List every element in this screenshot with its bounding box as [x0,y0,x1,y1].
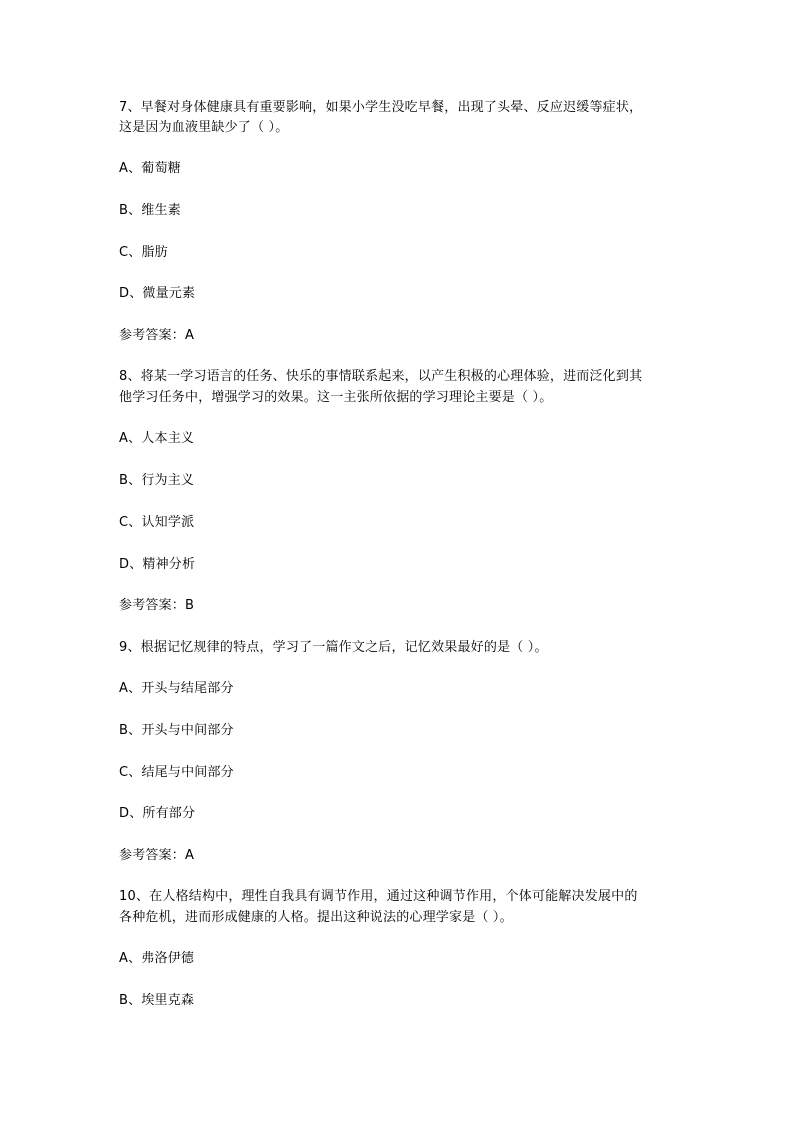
question-7-stem-line-2: 这是因为血液里缺少了（ ）。 [119,120,289,135]
question-8-stem-line-2: 他学习任务中，增强学习的效果。这一主张所依据的学习理论主要是（ ）。 [119,390,553,405]
question-7-stem-line-1: 7、早餐对身体健康具有重要影响，如果小学生没吃早餐，出现了头晕、反应迟缓等症状， [119,100,643,115]
question-8-option-b: B、行为主义 [119,473,195,488]
question-7-answer: 参考答案：A [119,328,195,343]
question-10-stem-line-1: 10、在人格结构中，理性自我具有调节作用，通过这种调节作用，个体可能解决发展中的 [119,889,638,904]
question-7-option-a: A、葡萄糖 [119,161,181,176]
question-9-option-d: D、所有部分 [119,806,196,821]
question-9-stem-line-1: 9、根据记忆规律的特点，学习了一篇作文之后，记忆效果最好的是（ ）。 [119,640,548,655]
question-7-option-c: C、脂肪 [119,245,168,260]
question-10-stem-line-2: 各种危机，进而形成健康的人格。提出这种说法的心理学家是（ ）。 [119,910,513,925]
question-9-answer: 参考答案：A [119,848,195,863]
question-8-option-d: D、精神分析 [119,557,196,572]
question-9-option-b: B、开头与中间部分 [119,723,234,738]
question-10-option-a: A、弗洛伊德 [119,951,195,966]
question-8-stem-line-1: 8、将某一学习语言的任务、快乐的事情联系起来，以产生积极的心理体验，进而泛化到其 [119,369,643,384]
question-7-option-b: B、维生素 [119,203,181,218]
question-8-option-c: C、认知学派 [119,515,195,530]
question-7-option-d: D、微量元素 [119,286,196,301]
question-8-answer: 参考答案：B [119,598,195,613]
question-9-option-c: C、结尾与中间部分 [119,765,234,780]
question-9-option-a: A、开头与结尾部分 [119,681,234,696]
question-10-option-b: B、埃里克森 [119,993,195,1008]
question-8-option-a: A、人本主义 [119,431,195,446]
